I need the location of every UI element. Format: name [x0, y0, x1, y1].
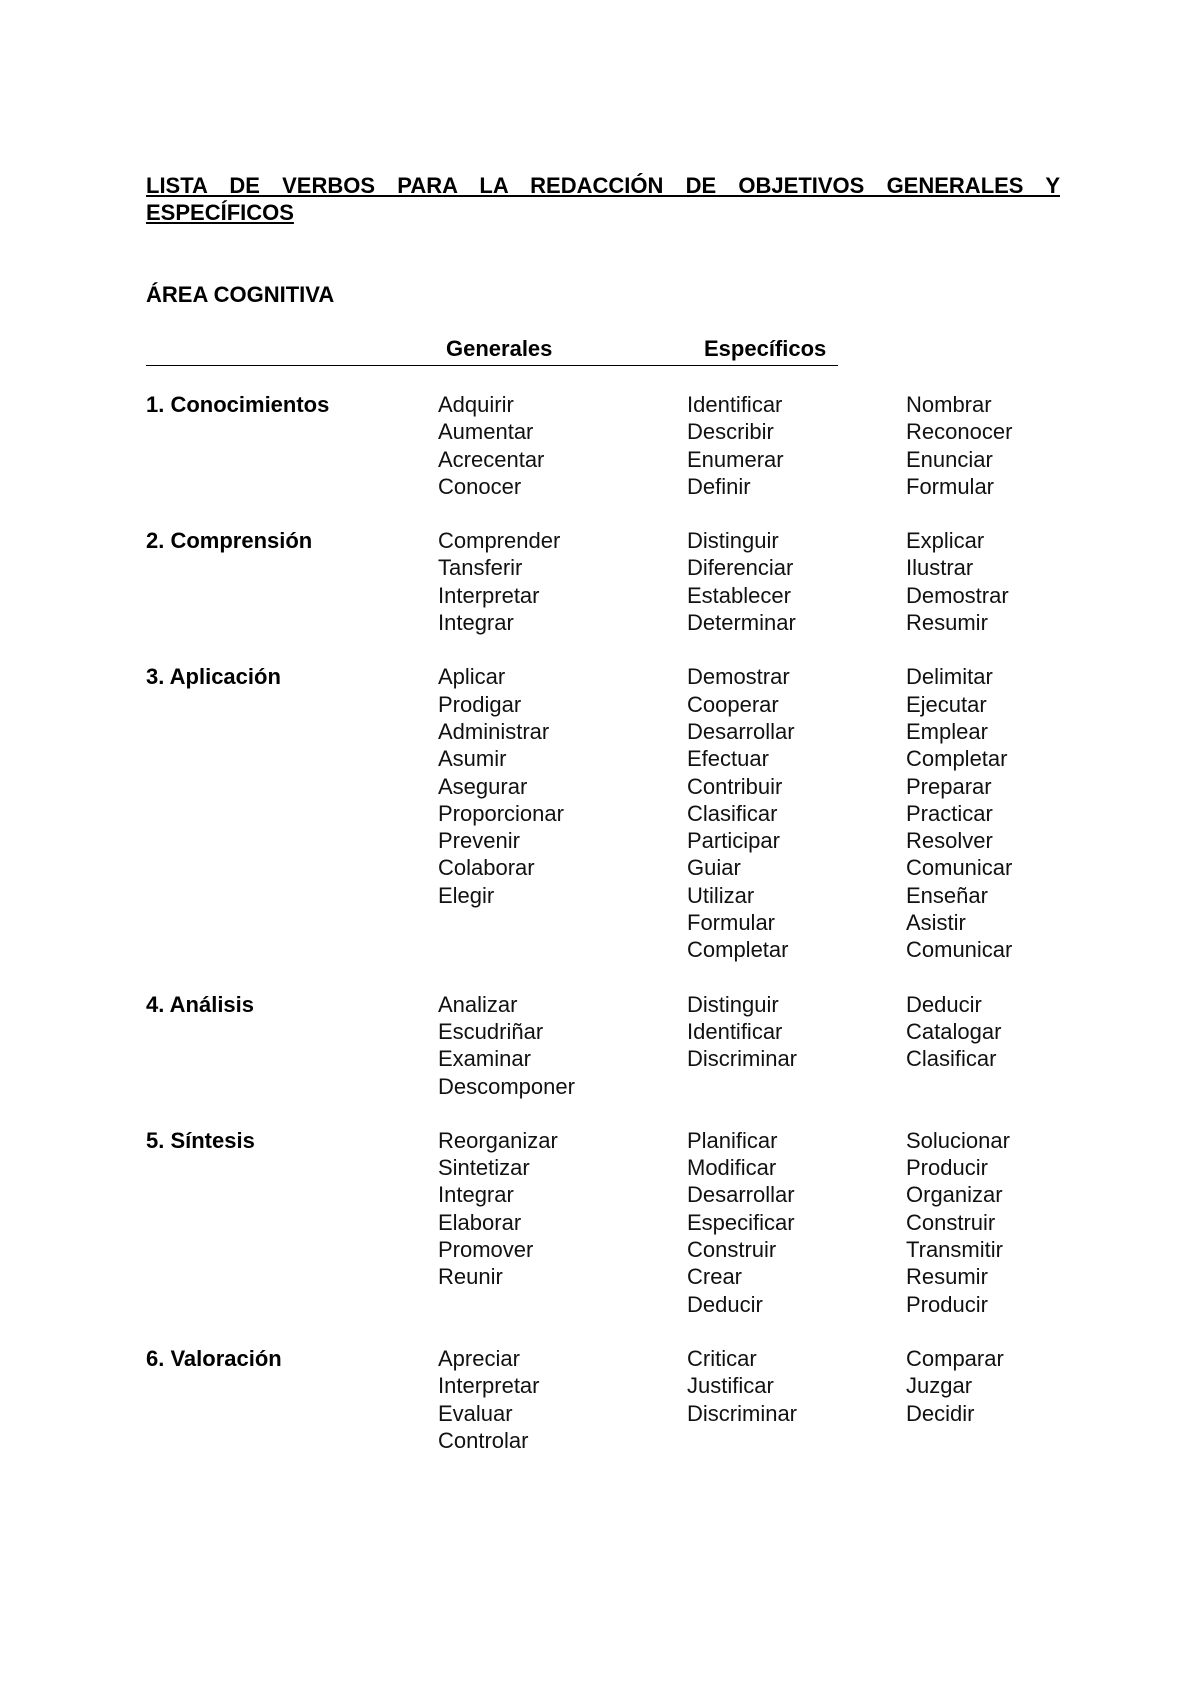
column-header-row	[146, 335, 838, 366]
verb-item: Clasificar	[687, 800, 778, 826]
verb-item: Descomponer	[438, 1073, 575, 1099]
verb-item: Comprender	[438, 528, 561, 554]
verb-item: Practicar	[906, 800, 993, 826]
especificos-column-2	[906, 1345, 1056, 1454]
verb-item: Sintetizar	[438, 1155, 530, 1181]
verb-item: Resolver	[906, 828, 993, 854]
verb-item: Examinar	[438, 1046, 531, 1072]
verb-item: Conocer	[438, 473, 522, 499]
section-row	[146, 991, 1060, 1100]
verb-item: Colaborar	[438, 855, 535, 881]
section-row	[146, 391, 1060, 500]
verb-item: Organizar	[906, 1182, 1003, 1208]
generales-column	[438, 527, 687, 636]
verb-item: Analizar	[438, 991, 518, 1017]
header-especificos: Específicos	[704, 336, 827, 361]
verb-item: Clasificar	[906, 1046, 997, 1072]
verb-item: Asumir	[438, 746, 507, 772]
verb-item: Construir	[906, 1209, 996, 1235]
verb-item: Elaborar	[438, 1209, 522, 1235]
verb-item: Demostrar	[687, 664, 790, 690]
verb-item: Preparar	[906, 773, 992, 799]
verb-item: Catalogar	[906, 1018, 1002, 1044]
verb-item: Resumir	[906, 610, 988, 636]
verb-item: Decidir	[906, 1400, 975, 1426]
verb-item: Transmitir	[906, 1237, 1003, 1263]
especificos-column-1	[687, 663, 906, 963]
generales-column	[438, 391, 687, 500]
section-label: 5. Síntesis	[146, 1127, 255, 1153]
especificos-column-1	[687, 1345, 906, 1454]
verb-item: Discriminar	[687, 1046, 797, 1072]
verb-item: Proporcionar	[438, 800, 564, 826]
verb-item: Administrar	[438, 718, 550, 744]
verb-item: Comunicar	[906, 855, 1013, 881]
verb-item: Apreciar	[438, 1345, 520, 1371]
verb-item: Asistir	[906, 910, 966, 936]
verb-item: Distinguir	[687, 991, 779, 1017]
verb-item: Prevenir	[438, 828, 520, 854]
generales-column	[438, 991, 687, 1100]
verb-item: Aumentar	[438, 419, 534, 445]
header-generales: Generales	[446, 336, 553, 361]
verb-item: Reorganizar	[438, 1127, 558, 1153]
verb-item: Justificar	[687, 1373, 774, 1399]
generales-column	[438, 663, 687, 963]
verb-sections	[146, 391, 1060, 1454]
especificos-column-2	[906, 991, 1056, 1100]
verb-item: Promover	[438, 1237, 534, 1263]
section-label: 1. Conocimientos	[146, 392, 330, 417]
verb-item: Explicar	[906, 528, 985, 554]
document-page	[146, 172, 1060, 1481]
verb-item: Criticar	[687, 1345, 757, 1371]
especificos-column-2	[906, 391, 1056, 500]
verb-item: Contribuir	[687, 773, 783, 799]
verb-item: Deducir	[906, 991, 982, 1017]
verb-item: Utilizar	[687, 882, 755, 908]
verb-item: Comunicar	[906, 937, 1013, 963]
verb-item: Enumerar	[687, 446, 784, 472]
section-row	[146, 663, 1060, 963]
verb-item: Demostrar	[906, 582, 1009, 608]
section-label: 4. Análisis	[146, 991, 255, 1017]
verb-item: Nombrar	[906, 392, 992, 417]
verb-item: Ilustrar	[906, 555, 974, 581]
especificos-column-1	[687, 391, 906, 500]
verb-item: Establecer	[687, 582, 791, 608]
verb-item: Interpretar	[438, 1373, 540, 1399]
section-row	[146, 1127, 1060, 1318]
verb-item: Participar	[687, 828, 780, 854]
verb-item: Identificar	[687, 392, 783, 417]
verb-item: Deducir	[687, 1291, 763, 1317]
verb-item: Determinar	[687, 610, 796, 636]
especificos-column-1	[687, 991, 906, 1100]
section-row	[146, 527, 1060, 636]
section-label: 3. Aplicación	[146, 664, 281, 690]
especificos-column-2	[906, 1127, 1056, 1318]
verb-item: Discriminar	[687, 1400, 797, 1426]
verb-item: Aplicar	[438, 664, 506, 690]
generales-column	[438, 1345, 687, 1454]
verb-item: Resumir	[906, 1264, 988, 1290]
verb-item: Completar	[687, 937, 789, 963]
verb-item: Desarrollar	[687, 718, 795, 744]
verb-item: Emplear	[906, 718, 988, 744]
verb-item: Integrar	[438, 1182, 514, 1208]
verb-item: Cooperar	[687, 691, 779, 717]
verb-item: Producir	[906, 1291, 988, 1317]
verb-item: Reunir	[438, 1264, 503, 1290]
verb-item: Formular	[687, 910, 776, 936]
verb-item: Delimitar	[906, 664, 993, 690]
verb-item: Construir	[687, 1237, 777, 1263]
verb-item: Planificar	[687, 1127, 778, 1153]
verb-item: Modificar	[687, 1155, 777, 1181]
verb-item: Solucionar	[906, 1127, 1010, 1153]
section-label: 6. Valoración	[146, 1345, 282, 1371]
section-row	[146, 1345, 1060, 1454]
verb-item: Definir	[687, 473, 751, 499]
verb-item: Integrar	[438, 610, 514, 636]
verb-item: Distinguir	[687, 528, 779, 554]
verb-item: Acrecentar	[438, 446, 545, 472]
verb-item: Comparar	[906, 1345, 1004, 1371]
document-title: LISTA DE VERBOS PARA LA REDACCIÓN DE OBJETIVOS GENERALES Y ESPECÍFICOS	[146, 173, 1060, 225]
verb-item: Formular	[906, 473, 995, 499]
verb-item: Enseñar	[906, 882, 988, 908]
verb-item: Producir	[906, 1155, 988, 1181]
verb-item: Adquirir	[438, 392, 514, 417]
area-title: ÁREA COGNITIVA	[146, 282, 335, 307]
section-label: 2. Comprensión	[146, 528, 313, 554]
verb-item: Describir	[687, 419, 774, 445]
especificos-column-2	[906, 663, 1056, 963]
generales-column	[438, 1127, 687, 1318]
verb-item: Desarrollar	[687, 1182, 795, 1208]
verb-item: Efectuar	[687, 746, 769, 772]
verb-item: Tansferir	[438, 555, 523, 581]
verb-item: Asegurar	[438, 773, 528, 799]
verb-item: Juzgar	[906, 1373, 973, 1399]
verb-item: Evaluar	[438, 1400, 513, 1426]
verb-item: Elegir	[438, 882, 495, 908]
verb-item: Controlar	[438, 1427, 529, 1453]
verb-item: Completar	[906, 746, 1008, 772]
especificos-column-1	[687, 527, 906, 636]
verb-item: Guiar	[687, 855, 741, 881]
verb-item: Identificar	[687, 1018, 783, 1044]
verb-item: Escudriñar	[438, 1018, 544, 1044]
especificos-column-2	[906, 527, 1056, 636]
verb-item: Especificar	[687, 1209, 795, 1235]
verb-item: Enunciar	[906, 446, 993, 472]
verb-item: Prodigar	[438, 691, 522, 717]
verb-item: Ejecutar	[906, 691, 987, 717]
especificos-column-1	[687, 1127, 906, 1318]
verb-item: Reconocer	[906, 419, 1013, 445]
verb-item: Interpretar	[438, 582, 540, 608]
verb-item: Crear	[687, 1264, 743, 1290]
verb-item: Diferenciar	[687, 555, 794, 581]
